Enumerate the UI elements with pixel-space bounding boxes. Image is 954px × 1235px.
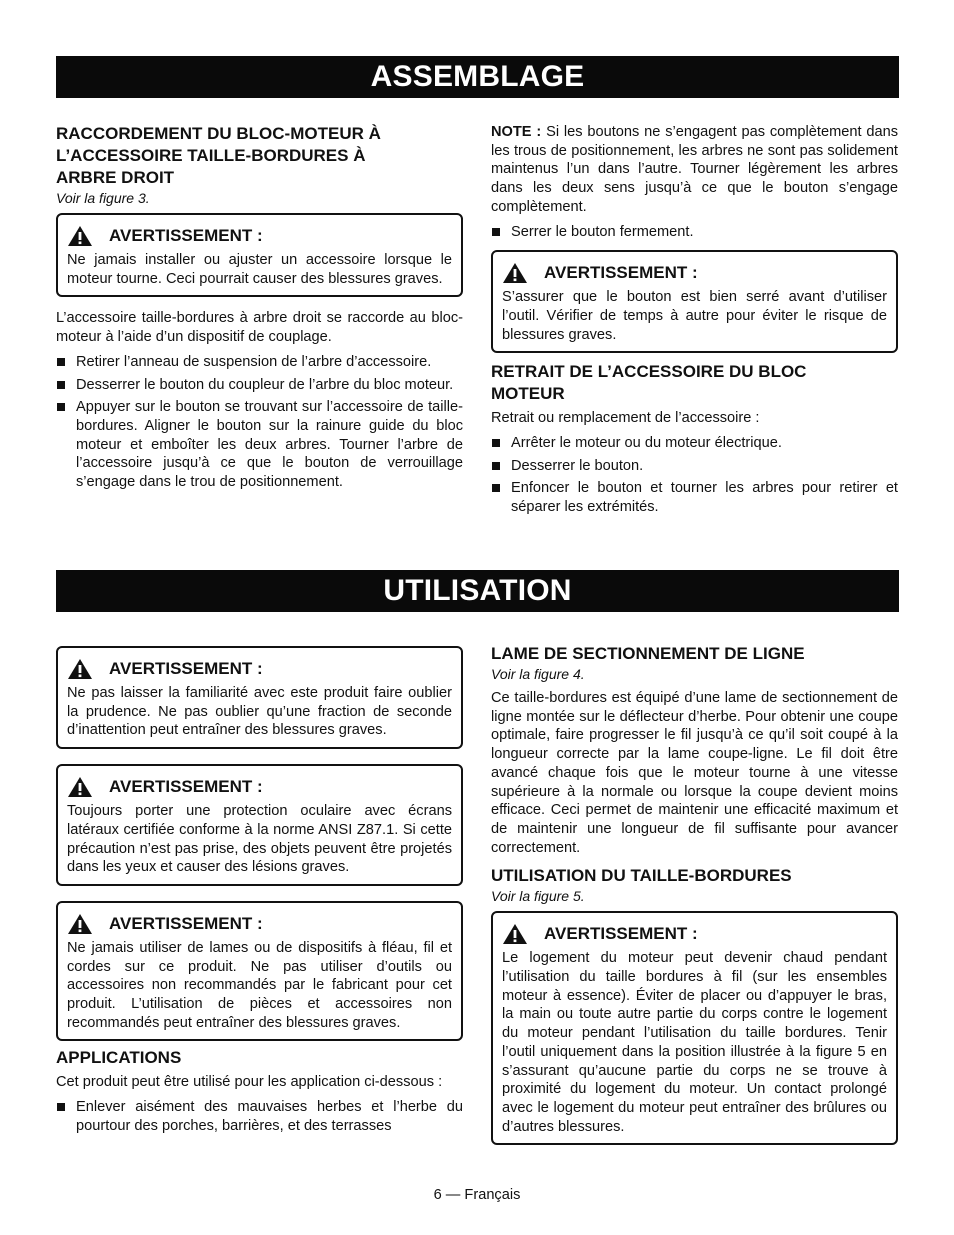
utilisation-right-column <box>491 643 898 1145</box>
warning-triangle-icon <box>502 923 528 945</box>
warning-box <box>491 250 898 353</box>
section-banner-assemblage: ASSEMBLAGE <box>56 56 899 98</box>
assemblage-right-column <box>491 123 898 521</box>
figure-reference: Voir la figure 4. <box>491 666 585 682</box>
step-list <box>56 353 463 492</box>
list-item: Serrer le bouton fermement. <box>491 223 898 242</box>
list-item: Enfoncer le bouton et tourner les arbres pour retirer et séparer les extrémités. <box>491 479 898 516</box>
figure-reference: Voir la figure 3. <box>56 190 150 206</box>
section-heading-raccordement: RACCORDEMENT DU BLOC-MOTEUR À L’ACCESSOIRE TAILLE-BORDURES À ARBRE DROIT <box>56 124 381 187</box>
warning-box <box>56 764 463 886</box>
warning-box <box>56 901 463 1042</box>
warning-text: Ne jamais installer ou ajuster un accessoire lorsque le moteur tourne. Ceci pourrait causer des blessures graves. <box>67 252 452 287</box>
paragraph-intro: Cet produit peut être utilisé pour les application ci-dessous : <box>56 1074 443 1091</box>
step-list <box>491 434 898 517</box>
warning-text: S’assurer que le bouton est bien serré avant d’utiliser l’outil. Vérifier de temps à autre pour éviter le risque de blessures graves. <box>502 289 887 343</box>
list-item: Appuyer sur le bouton se trouvant sur l’accessoire de taille-bordures. Aligner le bouton sur la rainure guide du bloc moteur et emboîter les deux arbres. Tourner l’arbre de l’accessoire jusqu’à ce que le bouton de verrouillage s’engage dans le trou de positionnement. <box>56 398 463 492</box>
list-item: Arrêter le moteur ou du moteur électrique. <box>491 434 898 453</box>
note-label: NOTE : <box>491 124 542 140</box>
section-heading-retrait: RETRAIT DE L’ACCESSOIRE DU BLOC MOTEUR <box>491 362 807 404</box>
warning-text: Toujours porter une protection oculaire avec écrans latéraux certifiée conforme à la norme ANSI Z87.1. Si cette précaution n’est pas prise, des objets peuvent être projetés dans les yeux et causer des lésions graves. <box>67 803 452 876</box>
warning-title: AVERTISSEMENT : <box>109 226 263 245</box>
paragraph-intro: Retrait ou remplacement de l’accessoire : <box>491 410 760 427</box>
assemblage-left-column <box>56 123 463 496</box>
warning-text: Le logement du moteur peut devenir chaud pendant l’utilisation du taille bordures à fil (sur les ensembles moteur à essence). Éviter de placer ou d’appuyer le bras, la main ou toute autre partie du corps contre le logement du moteur pendant l’utilisation du taille bordures. Tenir l’outil uniquement dans la position illustrée à la figure 5 en s’assurant qu’aucune partie du corps ne se trouve à proximité du logement du moteur. Un contact prolongé avec le logement du moteur peut entraîner des brûlures ou d’autres blessures. <box>502 950 887 1135</box>
note-paragraph <box>491 123 898 217</box>
warning-text: Ne pas laisser la familiarité avec este produit faire oublier la prudence. Ne pas oublier qu’une fraction de seconde d’inattention peut entraîner des blessures graves. <box>67 685 452 739</box>
warning-title: AVERTISSEMENT : <box>544 263 698 283</box>
applications-list <box>56 1098 463 1135</box>
list-item: Retirer l’anneau de suspension de l’arbre d’accessoire. <box>56 353 463 372</box>
warning-title: AVERTISSEMENT : <box>109 913 263 933</box>
warning-box <box>56 213 463 297</box>
warning-triangle-icon <box>67 913 93 935</box>
utilisation-left-column <box>56 646 463 1140</box>
paragraph-lame: Ce taille-bordures est équipé d’une lame de sectionnement de ligne montée sur le déflecteur d’herbe. Pour obtenir une coupe optimale, faire progresser le fil jusqu’à ce qu’il soit coupé à la longueur correcte par la lame coupe-ligne. Le fil doit être avancé chaque fois que le moteur tourne à une vitesse supérieure à la normale ou lorsque la coupe devient moins efficace. Ceci permet de maintenir une efficacité maximum et de maintenir une longueur de fil suffisante pour avancer correctement. <box>491 690 898 856</box>
warning-triangle-icon <box>67 776 93 798</box>
list-item: Desserrer le bouton. <box>491 457 898 476</box>
warning-title: AVERTISSEMENT : <box>109 777 263 797</box>
step-list <box>491 223 898 242</box>
warning-title: AVERTISSEMENT : <box>109 659 263 678</box>
section-heading-utilisation: UTILISATION DU TAILLE-BORDURES <box>491 866 792 886</box>
page-footer: 6 — Français <box>433 1187 521 1203</box>
warning-title: AVERTISSEMENT : <box>544 924 698 944</box>
section-heading-applications: APPLICATIONS <box>56 1048 182 1068</box>
note-text: Si les boutons ne s’engagent pas complètement dans les trous de positionnement, les arbres ne sont pas solidement maintenus l’un dans l’autre. Tourner légèrement les arbres dans les deux sens jusqu’à ce que le bouton s’engage complètement. <box>491 124 898 215</box>
warning-triangle-icon <box>67 225 93 247</box>
warning-box <box>491 911 898 1145</box>
list-item: Enlever aisément des mauvaises herbes et l’herbe du pourtour des porches, barrières, et des terrasses <box>56 1098 463 1135</box>
warning-triangle-icon <box>67 658 93 680</box>
figure-reference: Voir la figure 5. <box>491 888 585 905</box>
section-banner-utilisation: UTILISATION <box>56 570 899 612</box>
section-heading-lame: LAME DE SECTIONNEMENT DE LIGNE <box>491 644 805 663</box>
warning-triangle-icon <box>502 262 528 284</box>
warning-text: Ne jamais utiliser de lames ou de dispositifs à fléau, fil et cordes sur ce produit. Ne pas utiliser d’outils ou accessoires non recommandés par le fabricant pour cet produit. L’utilisation de pièces et accessoires non recommandés peut entraîner des blessures graves. <box>67 939 452 1031</box>
warning-box <box>56 646 463 749</box>
paragraph-intro: L’accessoire taille-bordures à arbre droit se raccorde au bloc-moteur à l’aide d’un dispositif de couplage. <box>56 310 463 346</box>
list-item: Desserrer le bouton du coupleur de l’arbre du bloc moteur. <box>56 376 463 395</box>
